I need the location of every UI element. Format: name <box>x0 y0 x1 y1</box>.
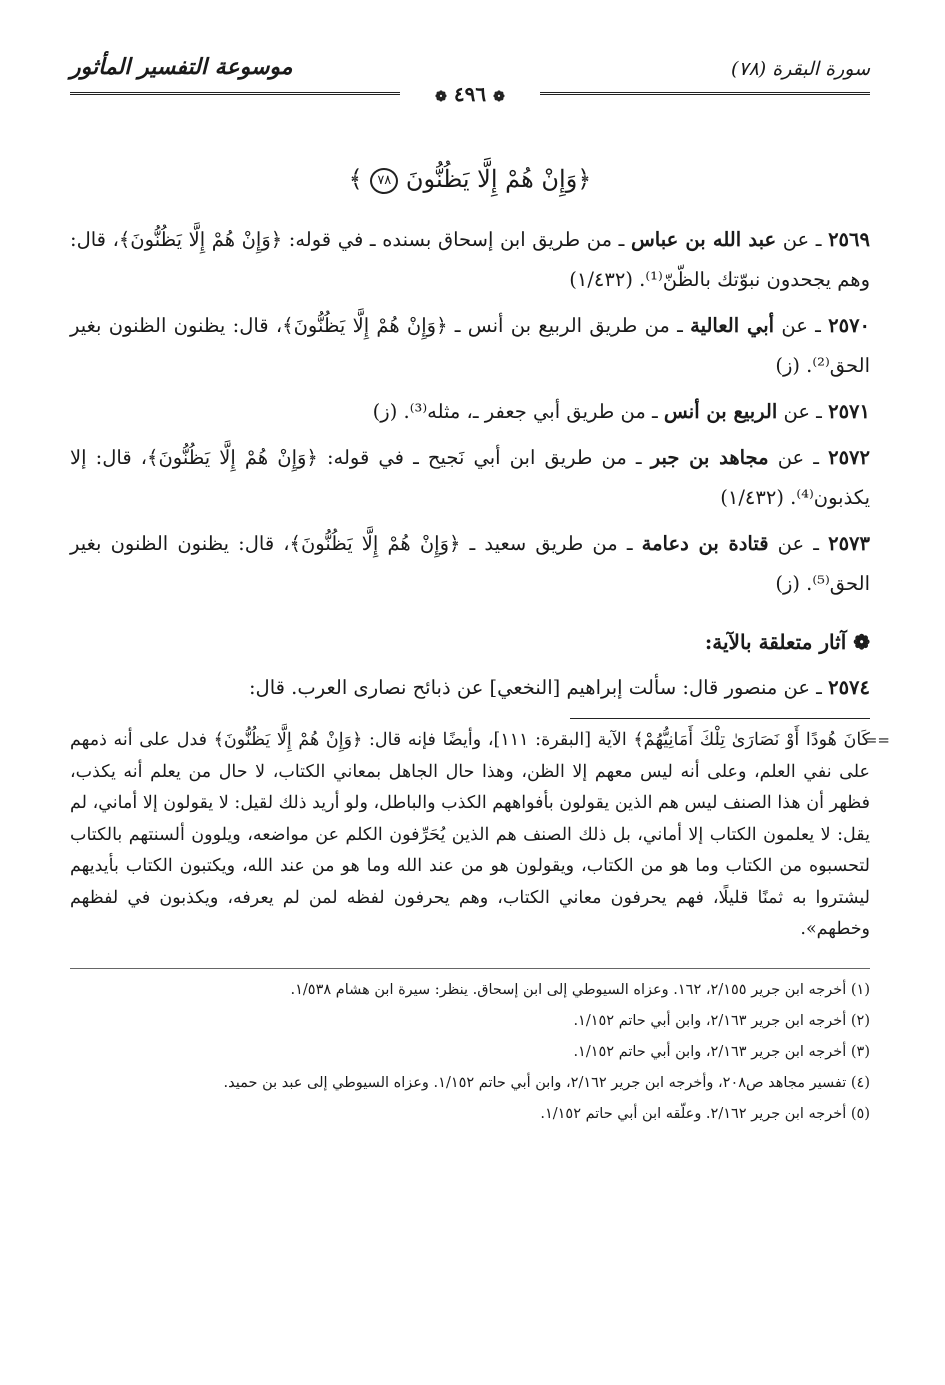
section-title: ❁ آثار متعلقة بالآية: <box>704 630 870 655</box>
entry-text: ـ من طريق الربيع بن أنس ـ ﴿وَإِنْ هُمْ إِلَّا يَظُنُّونَ﴾، قال: يظنون الظنون بغير الحق⁽²⁾. (ز) <box>70 314 870 378</box>
narrator-name: قتادة بن دعامة <box>641 532 769 556</box>
surah-label: سورة البقرة (٧٨) <box>730 58 870 80</box>
entry-number: ٢٥٦٩ <box>828 228 870 252</box>
entry-prefix: ـ عن <box>777 446 819 470</box>
header-rule-left <box>70 92 400 95</box>
footnote: (١) أخرجه ابن جرير ٢/١٥٥، ١٦٢. وعزاه السيوطي إلى ابن إسحاق. ينظر: سيرة ابن هشام ١/٥٣٨. <box>290 981 870 998</box>
entry-prefix: ـ عن <box>782 228 822 252</box>
entry-number: ٢٥٧٤ <box>828 676 870 700</box>
verse-heading <box>70 160 870 198</box>
athar-entry <box>70 306 870 386</box>
athar-entry <box>70 524 870 604</box>
narrator-name: مجاهد بن جبر <box>650 446 769 470</box>
athar-entry <box>70 668 870 708</box>
header-rule-right <box>540 92 870 95</box>
athar-entry <box>70 392 870 432</box>
entry-number: ٢٥٧٠ <box>828 314 871 338</box>
ayah-number-badge: ٧٨ <box>370 168 398 194</box>
footnote-rule <box>70 968 870 969</box>
narrator-name: عبد الله بن عباس <box>630 228 777 252</box>
page <box>70 50 890 1345</box>
footnotes <box>70 975 870 1130</box>
running-header <box>70 50 870 120</box>
narrator-name: الربيع بن أنس <box>663 400 778 424</box>
entry-prefix: ـ عن <box>781 314 821 338</box>
ornament-icon: ❁ <box>493 89 505 105</box>
entry-text: ـ من طريق ابن أبي نَجيح ـ في قوله: ﴿وَإِنْ هُمْ إِلَّا يَظُنُّونَ﴾، قال: إلا يكذبون⁽⁴⁾. (١/٤٣٢) <box>70 446 870 510</box>
entry-text: ـ من طريق أبي جعفر ـ، مثله⁽³⁾. (ز) <box>372 400 658 424</box>
commentary-text: كَانَ هُودًا أَوْ نَصَارَىٰ تِلْكَ أَمَانِيُّهُمْ﴾ الآية [البقرة: ١١١]، وأيضًا فإنه قال: ﴿وَإِنْ هُمْ إِلَّا يَظُنُّونَ﴾ فدل على أنه ذمهم على نفي العلم، وعلى أنه ليس معهم إلا الظن، وهذا حال الجاهل بمعاني الكتاب، لا حال من يعلم أنه يكذب، فظهر أن هذا الصنف ليس هم الذين يقولون بأفواههم الكذب والباطل، ولو أريد ذلك لقيل: لا يقولون إلا أماني، لم يقل: لا يعلمون الكتاب إلا أماني، بل ذلك الصنف هم الذين يُحَرِّفون الكلم عن مواضعه، ويلوون ألسنتهم بالكتاب لتحسبوه من الكتاب وما هو من الكتاب، ويقولون هو من عند الله وما هو من عند الله، ويكتبون الكتاب بأيديهم ليشتروا به ثمنًا قليلًا، فهم يحرفون معاني الكتاب، وهم يحرفون لفظه لمن لم يعرفه، ويكذبون في لفظهم وخطهم». <box>70 730 870 940</box>
ornament-icon: ❁ <box>435 89 447 105</box>
page-number: ٤٩٦ <box>453 82 487 106</box>
continued-commentary <box>70 725 890 946</box>
footnote: (٢) أخرجه ابن جرير ٢/١٦٣، وابن أبي حاتم ١/١٥٢. <box>573 1012 870 1029</box>
entry-number: ٢٥٧١ <box>828 400 870 424</box>
entry-text: ـ من طريق سعيد ـ ﴿وَإِنْ هُمْ إِلَّا يَظُنُّونَ﴾، قال: يظنون الظنون بغير الحق⁽⁵⁾. (ز) <box>70 532 870 596</box>
book-title: موسوعة التفسير المأثور <box>70 54 293 80</box>
entry-text: ـ عن منصور قال: سألت إبراهيم [النخعي] عن ذبائح نصارى العرب. قال: <box>248 676 822 700</box>
footnote: (٣) أخرجه ابن جرير ٢/١٦٣، وابن أبي حاتم ١/١٥٢. <box>573 1043 870 1060</box>
entry-number: ٢٥٧٢ <box>828 446 871 470</box>
continuation-mark: == <box>864 731 890 750</box>
entry-prefix: ـ عن <box>777 532 819 556</box>
verse-close: ﴾ <box>348 165 363 193</box>
footnote: (٥) أخرجه ابن جرير ٢/١٦٢. وعلّقه ابن أبي حاتم ١/١٥٢. <box>540 1105 870 1122</box>
athar-entry <box>70 438 870 518</box>
entry-number: ٢٥٧٣ <box>828 532 871 556</box>
continuation-rule <box>570 718 870 719</box>
narrator-name: أبي العالية <box>690 314 775 338</box>
entry-prefix: ـ عن <box>783 400 822 424</box>
footnote: (٤) تفسير مجاهد ص٢٠٨، وأخرجه ابن جرير ٢/١٦٢، وابن أبي حاتم ١/١٥٢. وعزاه السيوطي إلى عبد بن حميد. <box>223 1074 870 1091</box>
verse-text: ﴿وَإِنْ هُمْ إِلَّا يَظُنُّونَ <box>405 165 592 193</box>
entry-text: ـ من طريق ابن إسحاق بسنده ـ في قوله: ﴿وَإِنْ هُمْ إِلَّا يَظُنُّونَ﴾، قال: وهم يجحدون نبوّتك بالظّنّ⁽¹⁾. (١/٤٣٢) <box>70 228 870 292</box>
page-number-block <box>435 82 505 106</box>
athar-entry <box>70 220 870 300</box>
